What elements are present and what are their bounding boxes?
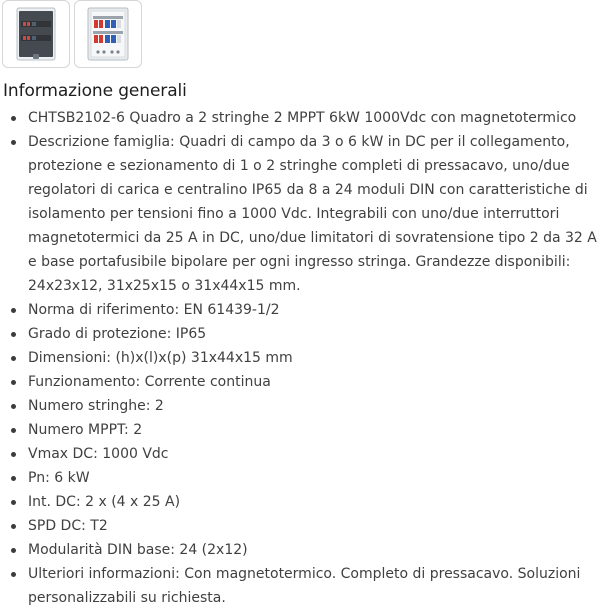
section-title: Informazione generali bbox=[3, 81, 187, 101]
list-item bbox=[0, 514, 606, 538]
list-item bbox=[0, 442, 606, 466]
list-item bbox=[0, 130, 606, 298]
list-item-text: magnetotermici da 25 A in DC, uno/due limitatori di sovratensione tipo 2 da 32 A bbox=[28, 230, 597, 246]
list-item bbox=[0, 346, 606, 370]
list-item bbox=[0, 490, 606, 514]
list-item-text: isolamento per tensioni fino a 1000 Vdc. Integrabili con uno/due interruttori bbox=[28, 206, 560, 222]
list-item bbox=[0, 322, 606, 346]
list-item-text: Vmax DC: 1000 Vdc bbox=[28, 446, 169, 462]
thumbnail-enclosure-open[interactable] bbox=[74, 0, 142, 68]
list-item bbox=[0, 538, 606, 562]
list-item-text: personalizzabili su richiesta. bbox=[28, 590, 226, 606]
product-info-list bbox=[0, 106, 606, 610]
thumbnail-enclosure-closed[interactable] bbox=[2, 0, 70, 68]
list-item-text: Numero stringhe: 2 bbox=[28, 398, 164, 414]
list-item-text: Numero MPPT: 2 bbox=[28, 422, 143, 438]
list-item-text: Funzionamento: Corrente continua bbox=[28, 374, 271, 390]
list-item-text: CHTSB2102-6 Quadro a 2 stringhe 2 MPPT 6kW 1000Vdc con magnetotermico bbox=[28, 110, 577, 126]
list-item-text: protezione e sezionamento di 1 o 2 stringhe completi di pressacavo, uno/due bbox=[28, 158, 570, 174]
list-item bbox=[0, 106, 606, 130]
enclosure-closed-photo-icon bbox=[6, 4, 66, 64]
enclosure-open-photo-icon bbox=[78, 4, 138, 64]
list-item bbox=[0, 418, 606, 442]
list-item bbox=[0, 298, 606, 322]
list-item-text: SPD DC: T2 bbox=[28, 518, 108, 534]
list-item-text: Int. DC: 2 x (4 x 25 A) bbox=[28, 494, 181, 510]
list-item-text: Ulteriori informazioni: Con magnetotermico. Completo di pressacavo. Soluzioni bbox=[28, 566, 581, 582]
product-gallery bbox=[2, 0, 142, 68]
list-item-text: 24x23x12, 31x25x15 o 31x44x15 mm. bbox=[28, 278, 301, 294]
list-item bbox=[0, 394, 606, 418]
list-item bbox=[0, 466, 606, 490]
list-item-text: Modularità DIN base: 24 (2x12) bbox=[28, 542, 248, 558]
list-item bbox=[0, 562, 606, 610]
list-item-text: regolatori di carica e centralino IP65 da 8 a 24 moduli DIN con caratteristiche di bbox=[28, 182, 588, 198]
list-item-text: Grado di protezione: IP65 bbox=[28, 326, 207, 342]
list-item-text: Norma di riferimento: EN 61439-1/2 bbox=[28, 302, 280, 318]
list-item bbox=[0, 370, 606, 394]
list-item-text: Pn: 6 kW bbox=[28, 470, 90, 486]
list-item-text: Dimensioni: (h)x(l)x(p) 31x44x15 mm bbox=[28, 350, 293, 366]
list-item-text: Descrizione famiglia: Quadri di campo da 3 o 6 kW in DC per il collegamento, bbox=[28, 134, 570, 150]
list-item-text: e base portafusibile bipolare per ogni ingresso stringa. Grandezze disponibili: bbox=[28, 254, 571, 270]
